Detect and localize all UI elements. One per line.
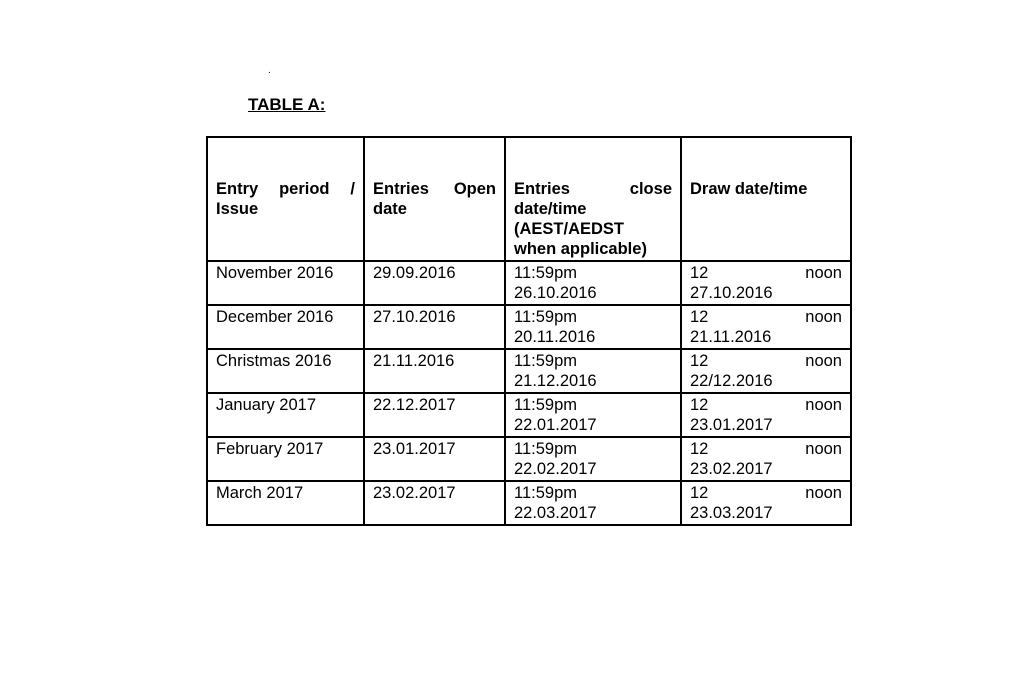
close-time: 11:59pm — [514, 352, 577, 370]
cell-period: February 2017 — [207, 437, 364, 481]
table-row — [207, 305, 851, 349]
draw-date: 27.10.2016 — [690, 284, 773, 302]
cell-period: December 2016 — [207, 305, 364, 349]
table-header-row — [207, 137, 851, 261]
cell-open-date: 29.09.2016 — [364, 261, 505, 305]
table-row — [207, 481, 851, 525]
draw-word: noon — [805, 264, 842, 282]
cell-draw-datetime — [681, 305, 851, 349]
draw-date: 21.11.2016 — [690, 328, 772, 346]
close-date: 20.11.2016 — [514, 328, 596, 346]
cell-close-datetime — [505, 261, 681, 305]
table-row — [207, 261, 851, 305]
cell-draw-datetime — [681, 261, 851, 305]
table-row — [207, 437, 851, 481]
cell-period: Christmas 2016 — [207, 349, 364, 393]
header-draw: Draw date/time — [681, 137, 851, 261]
draw-date: 22/12.2016 — [690, 372, 773, 390]
close-time: 11:59pm — [514, 308, 577, 326]
cell-period: March 2017 — [207, 481, 364, 525]
draw-word: noon — [805, 352, 842, 370]
close-date: 21.12.2016 — [514, 372, 597, 390]
close-time: 11:59pm — [514, 264, 577, 282]
draw-time: 12 — [690, 264, 709, 282]
close-time: 11:59pm — [514, 440, 577, 458]
cell-close-datetime — [505, 305, 681, 349]
cell-close-datetime — [505, 481, 681, 525]
cell-close-datetime — [505, 437, 681, 481]
draw-time: 12 — [690, 484, 709, 502]
table-row — [207, 349, 851, 393]
cell-draw-datetime — [681, 437, 851, 481]
draw-date: 23.01.2017 — [690, 416, 773, 434]
draw-word: noon — [805, 440, 842, 458]
cell-draw-datetime — [681, 393, 851, 437]
draw-word: noon — [805, 396, 842, 414]
draw-date: 23.03.2017 — [690, 504, 773, 522]
draw-word: noon — [805, 484, 842, 502]
draw-date: 23.02.2017 — [690, 460, 773, 478]
header-entries-open: Entries Open date — [364, 137, 505, 261]
close-date: 26.10.2016 — [514, 284, 597, 302]
stray-mark: . — [268, 65, 271, 76]
close-time: 11:59pm — [514, 396, 577, 414]
cell-open-date: 23.01.2017 — [364, 437, 505, 481]
cell-draw-datetime — [681, 349, 851, 393]
cell-open-date: 27.10.2016 — [364, 305, 505, 349]
draw-time: 12 — [690, 352, 709, 370]
header-entry-period: Entry period / Issue — [207, 137, 364, 261]
close-date: 22.02.2017 — [514, 460, 597, 478]
draw-time: 12 — [690, 440, 709, 458]
cell-period: January 2017 — [207, 393, 364, 437]
draw-time: 12 — [690, 308, 709, 326]
cell-period: November 2016 — [207, 261, 364, 305]
header-entries-close: Entries close date/time (AEST/AEDST when applicable) — [505, 137, 681, 261]
table-row — [207, 393, 851, 437]
close-time: 11:59pm — [514, 484, 577, 502]
cell-open-date: 22.12.2017 — [364, 393, 505, 437]
entries-table — [206, 136, 852, 526]
cell-close-datetime — [505, 349, 681, 393]
cell-open-date: 21.11.2016 — [364, 349, 505, 393]
cell-open-date: 23.02.2017 — [364, 481, 505, 525]
close-date: 22.03.2017 — [514, 504, 597, 522]
cell-close-datetime — [505, 393, 681, 437]
draw-time: 12 — [690, 396, 709, 414]
cell-draw-datetime — [681, 481, 851, 525]
draw-word: noon — [805, 308, 842, 326]
table-title: TABLE A: — [248, 95, 326, 114]
close-date: 22.01.2017 — [514, 416, 597, 434]
